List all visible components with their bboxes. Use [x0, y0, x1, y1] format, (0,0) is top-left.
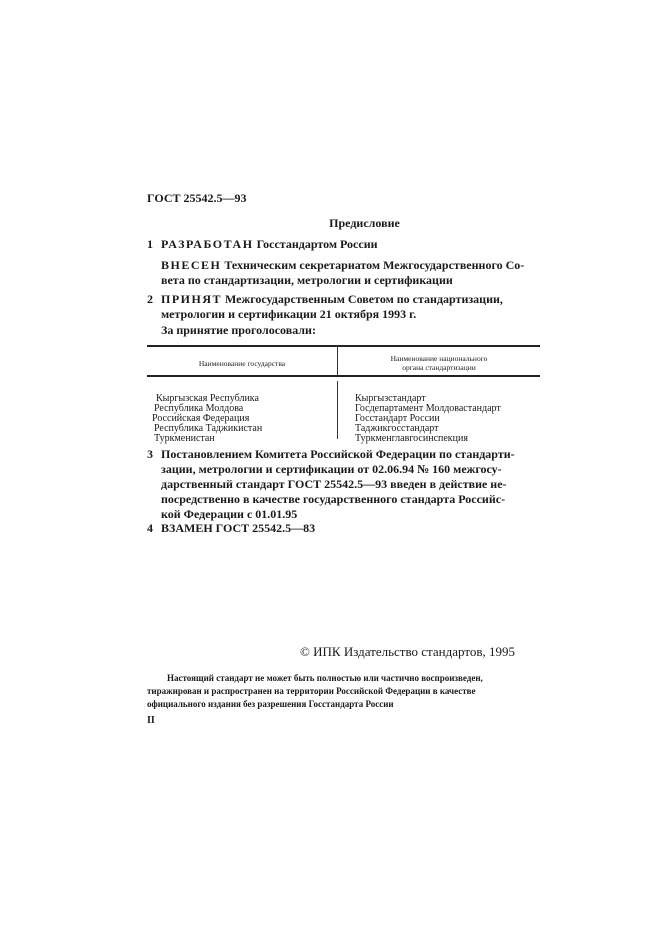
- item-2: [147, 292, 539, 322]
- item-4: [147, 521, 539, 536]
- item-number: 2: [147, 292, 153, 306]
- item-line: Постановлением Комитета Российской Федерации по стандарти-: [161, 447, 515, 461]
- item-text: метрологии и сертификации 21 октября 1993 г.: [161, 307, 417, 321]
- table-body-divider: [337, 381, 338, 439]
- table-cell-body: Госстандарт России: [355, 413, 440, 424]
- table-cell-body: Кыргызстандарт: [355, 393, 426, 404]
- item-3: [147, 447, 539, 522]
- item-text: 25542.5—83: [252, 521, 316, 535]
- item-line: дарственный стандарт ГОСТ 25542.5—93 введен в действие не-: [161, 477, 507, 491]
- item-lead: ВНЕСЕН: [161, 258, 222, 272]
- item-number: 4: [147, 521, 153, 535]
- notice-line: Настоящий стандарт не может быть полностью или частично воспроизведен,: [167, 673, 483, 683]
- item-line: зации, метрологии и сертификации от 02.06.94 № 160 межгосу-: [161, 462, 502, 476]
- copyright-notice: [147, 672, 540, 711]
- item-line: кой Федерации с 01.01.95: [161, 507, 298, 521]
- item-line: посредственно в качестве государственного стандарта Российс-: [161, 492, 506, 506]
- item-text: Госстандартом России: [256, 237, 378, 251]
- table-cell-state: Российская Федерация: [152, 413, 250, 424]
- table-cell-body: Туркменглавгосинспекция: [355, 433, 468, 444]
- page-number: II: [147, 715, 155, 726]
- table-cell-state: Республика Молдова: [154, 403, 244, 414]
- item-lead: ВЗАМЕН ГОСТ: [161, 521, 250, 535]
- item-lead: ПРИНЯТ: [161, 292, 223, 306]
- header-body-line1: Наименование национального: [390, 354, 488, 363]
- document-id: ГОСТ 25542.5—93: [147, 191, 247, 205]
- table-cell-body: Таджикгосстандарт: [355, 423, 439, 434]
- section-title: Предисловие: [329, 216, 400, 230]
- item-1: [147, 237, 539, 252]
- item-lead: РАЗРАБОТАН: [161, 237, 254, 251]
- header-body-line2: органа стандартизации: [402, 363, 476, 372]
- voted-label: За принятие проголосовали:: [161, 323, 316, 337]
- item-number: 1: [147, 237, 153, 251]
- header-state: Наименование государства: [198, 359, 286, 368]
- header-body: [338, 354, 540, 372]
- item-number: 3: [147, 447, 153, 461]
- table-cell-state: Кыргызская Республика: [156, 393, 259, 404]
- copyright: © ИПК Издательство стандартов, 1995: [300, 644, 515, 659]
- item-text: Техническим секретариатом Межгосударственного Со-: [224, 258, 525, 272]
- item-submitted: [147, 258, 553, 288]
- table-cell-state: Республика Таджикистан: [154, 423, 263, 434]
- table-cell-body: Госдепартамент Молдовастандарт: [355, 403, 501, 414]
- item-text: Межгосударственным Советом по стандартизации,: [225, 292, 503, 306]
- notice-line: официального издания без разрешения Госстандарта России: [147, 699, 394, 709]
- table-top-rule: [147, 345, 540, 347]
- item-text: вета по стандартизации, метрологии и сертификации: [161, 273, 453, 287]
- table-cell-state: Туркменистан: [154, 433, 215, 444]
- table-header-rule: [147, 375, 540, 377]
- notice-line: тиражирован и распространен на территории Российской Федерации в качестве: [147, 686, 476, 696]
